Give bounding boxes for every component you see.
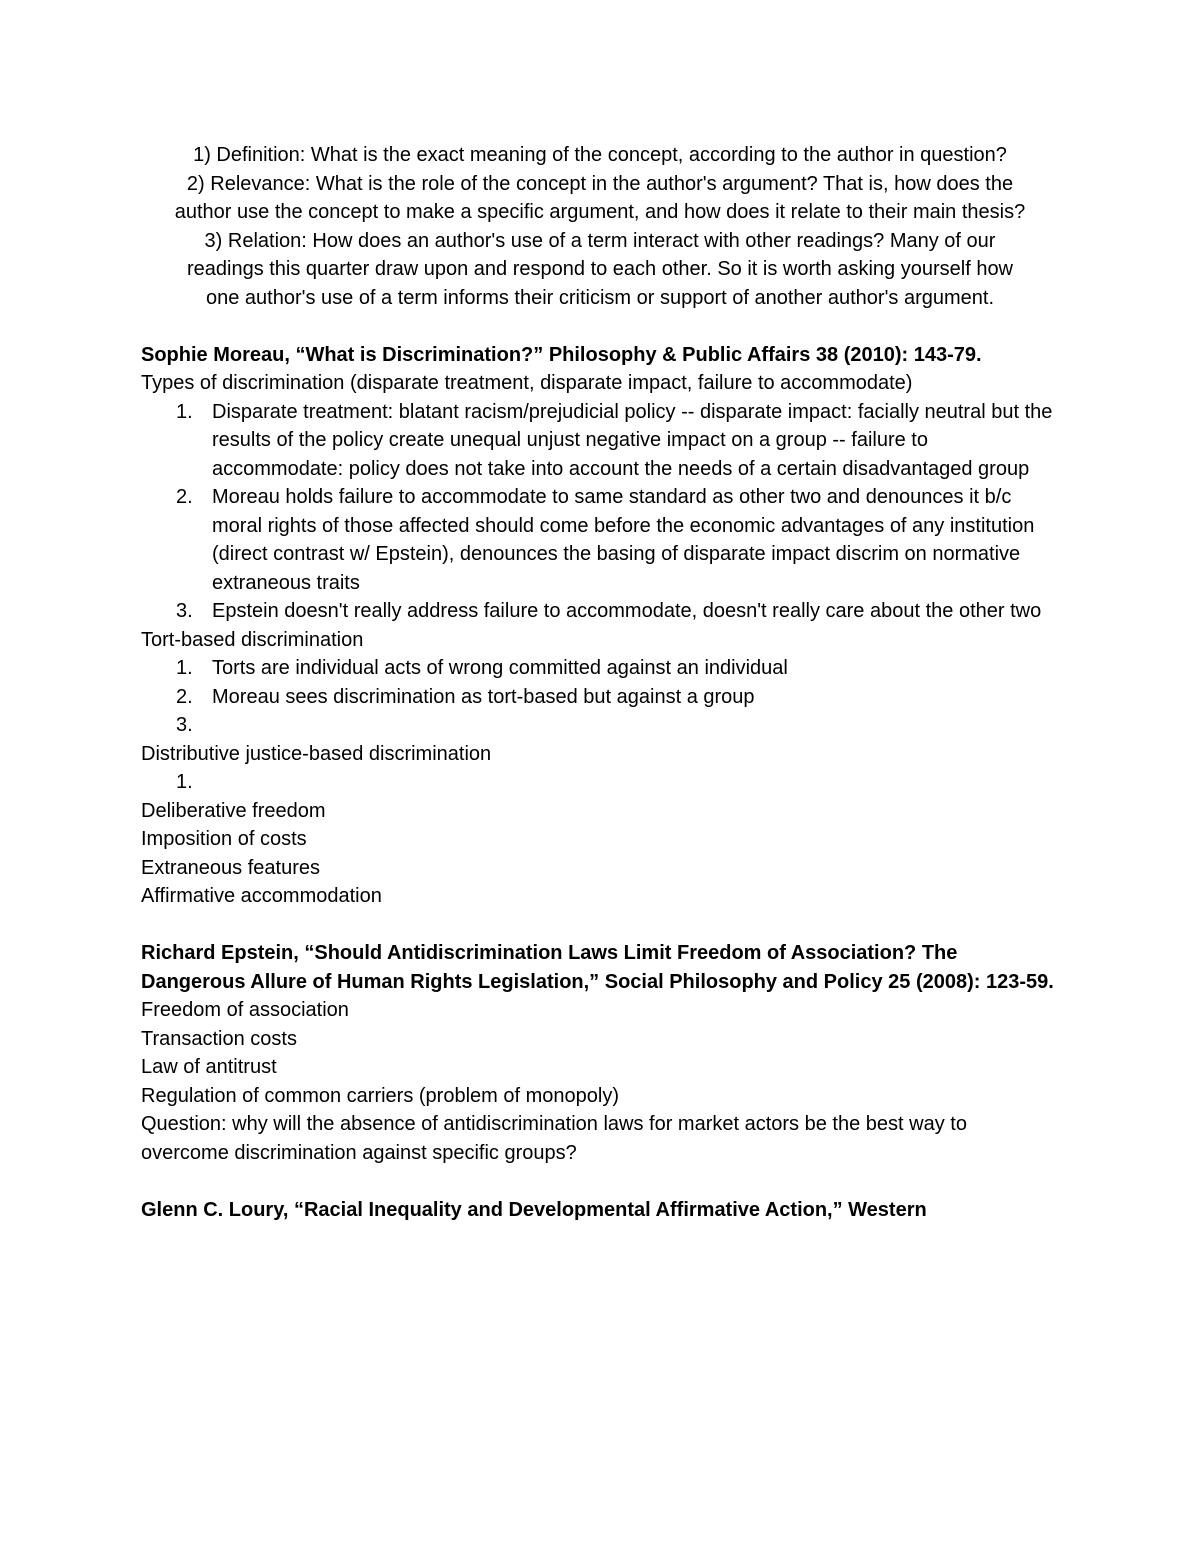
spacer [141,911,1059,940]
list-text: Disparate treatment: blatant racism/prejudicial policy -- disparate impact: facially neutral but the results of the policy create unequal unjust negative impact on a group -- failure to accommodate: policy does not take into account the needs of a certain disadvantaged group [212,400,1053,480]
intro-definition: 1) Definition: What is the exact meaning of the concept, according to the author in question? [193,144,1007,166]
tort-list [141,654,1059,740]
list-text: Moreau sees discrimination as tort-based but against a group [212,685,755,708]
term-line: Imposition of costs [141,828,307,850]
list-number: 1. [176,771,193,793]
spacer [141,312,1059,341]
list-number: 3. [176,600,193,622]
distributive-list [141,768,1059,797]
intro-relation: 3) Relation: How does an author's use of a term interact with other readings? Many of our readings this quarter draw upon and respond to each other. So it is worth asking yourself how one author's use of a term informs their criticism or support of another author's argument. [186,229,1014,309]
list-number: 2. [176,685,193,708]
list-item [141,683,1059,712]
tort-label: Tort-based discrimination [141,628,364,651]
intro-relevance: 2) Relevance: What is the role of the concept in the author's argument? That is, how does the author use the concept to make a specific argument, and how does it relate to their main thesis? [174,172,1026,223]
list-item [141,398,1059,484]
term-line: Law of antitrust [141,1056,277,1078]
distributive-label: Distributive justice-based discrimination [141,742,492,765]
term-line: Regulation of common carriers (problem of monopoly) [141,1084,619,1107]
list-item [141,711,1059,740]
list-item [141,483,1059,597]
list-item [141,654,1059,683]
epstein-heading: Richard Epstein, “Should Antidiscrimination Laws Limit Freedom of Association? The Dangerous Allure of Human Rights Legislation,” Social Philosophy and Policy 25 (2008): 123-59. [141,942,1054,993]
term-line: Affirmative accommodation [141,885,382,907]
list-text: Torts are individual acts of wrong committed against an individual [212,657,788,679]
list-number: 3. [176,714,193,736]
term-line: Freedom of association [141,999,349,1021]
document-page [141,141,1059,1224]
spacer [141,1167,1059,1196]
intro-questions [170,141,1030,312]
moreau-heading: Sophie Moreau, “What is Discrimination?” Philosophy & Public Affairs 38 (2010): 143-79. [141,343,982,366]
types-list [141,398,1059,626]
list-item [141,597,1059,626]
loury-heading: Glenn C. Loury, “Racial Inequality and Developmental Affirmative Action,” Western [141,1198,927,1221]
list-text: Epstein doesn't really address failure to accommodate, doesn't really care about the other two [212,600,1042,622]
term-line: Deliberative freedom [141,799,326,822]
question-line: Question: why will the absence of antidiscrimination laws for market actors be the best way to overcome discrimination against specific groups? [141,1113,967,1164]
term-line: Transaction costs [141,1027,297,1050]
list-number: 1. [176,400,193,423]
term-line: Extraneous features [141,856,320,879]
list-text: Moreau holds failure to accommodate to same standard as other two and denounces it b/c moral rights of those affected should come before the economic advantages of any institution (direct contrast w/ Epstein), denounces the basing of disparate impact discrim on normative extraneous traits [212,486,1035,594]
list-number: 1. [176,657,193,679]
list-item [141,768,1059,797]
types-label: Types of discrimination (disparate treatment, disparate impact, failure to accommodate) [141,372,913,394]
list-number: 2. [176,486,193,508]
